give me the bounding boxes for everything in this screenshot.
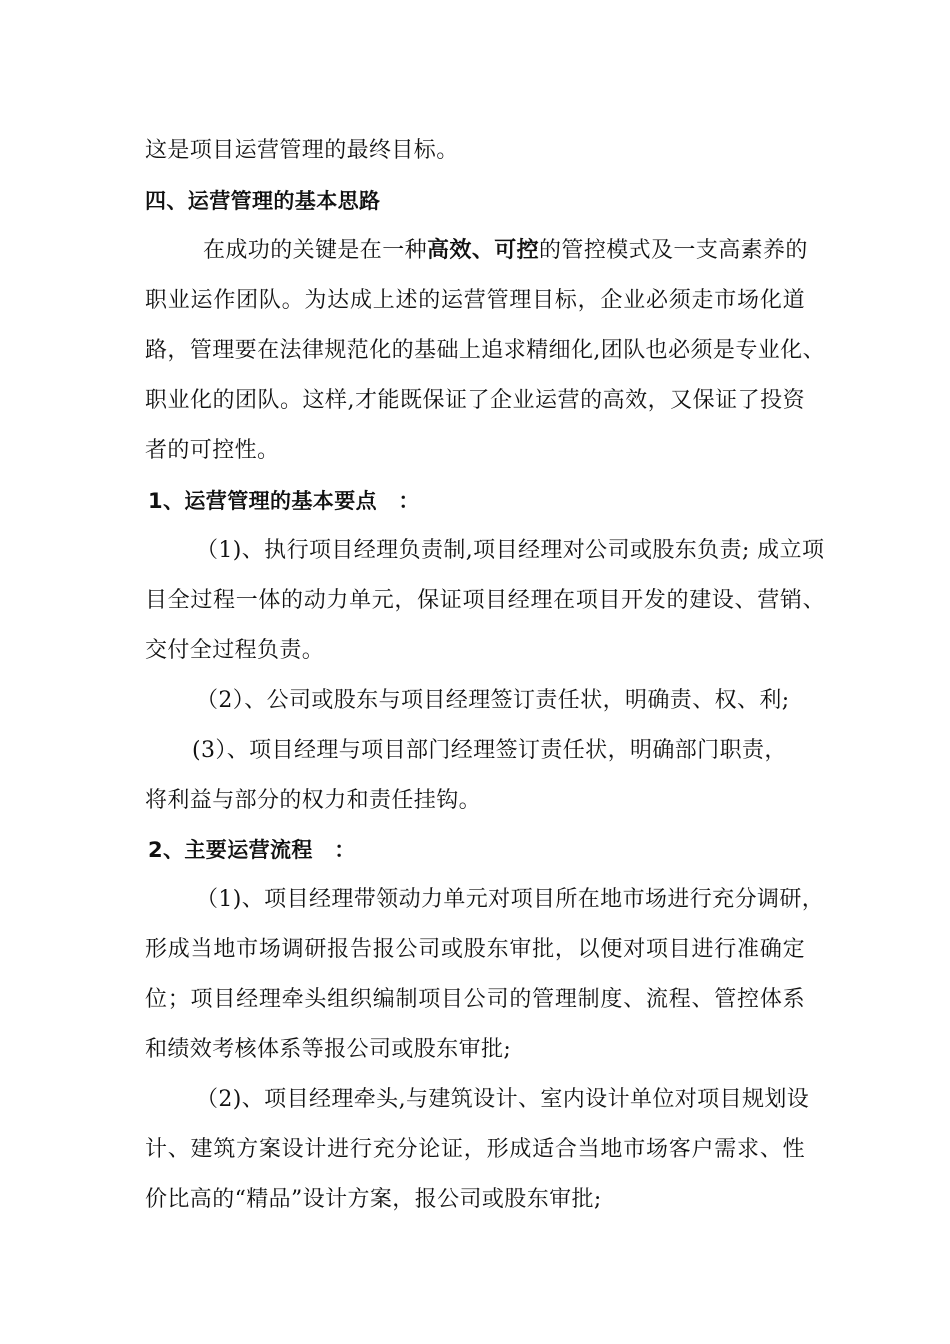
list-item-line: （2）、公司或股东与项目经理签订责任状，明确责、权、利; bbox=[196, 688, 790, 713]
section-heading: 四、运营管理的基本思路 bbox=[145, 189, 381, 213]
paragraph-line bbox=[203, 237, 808, 265]
list-item-line: （1)、执行项目经理负责制,项目经理对公司或股东负责; 成立项 bbox=[196, 538, 825, 563]
paragraph-line: 职业化的团队。这样,才能既保证了企业运营的高效，又保证了投资 bbox=[145, 388, 805, 413]
paragraph-line: 路，管理要在法律规范化的基础上追求精细化,团队也必须是专业化、 bbox=[145, 338, 825, 363]
list-item-line: （2)、项目经理牵头,与建筑设计、室内设计单位对项目规划设 bbox=[196, 1087, 810, 1112]
paragraph-line: 职业运作团队。为达成上述的运营管理目标，企业必须走市场化道 bbox=[145, 288, 805, 313]
list-item-line: 计、建筑方案设计进行充分论证，形成适合当地市场客户需求、性 bbox=[145, 1137, 805, 1162]
list-item-line: 交付全过程负责。 bbox=[145, 638, 325, 663]
paragraph-text: 的管控模式及一支高素养的 bbox=[539, 238, 808, 263]
list-item-line: （1)、项目经理带领动力单元对项目所在地市场进行充分调研， bbox=[196, 887, 825, 912]
list-item-line: 将利益与部分的权力和责任挂钩。 bbox=[145, 788, 482, 813]
list-item-line: 目全过程一体的动力单元，保证项目经理在项目开发的建设、营销、 bbox=[145, 588, 825, 613]
list-item-line: 和绩效考核体系等报公司或股东审批; bbox=[145, 1037, 512, 1062]
paragraph-line: 者的可控性。 bbox=[145, 438, 280, 463]
subsection-heading: 2、主要运营流程 ： bbox=[148, 838, 356, 862]
list-item-line: 形成当地市场调研报告报公司或股东审批，以便对项目进行准确定 bbox=[145, 937, 805, 962]
list-item-line: 位；项目经理牵头组织编制项目公司的管理制度、流程、管控体系 bbox=[145, 987, 805, 1012]
subsection-heading: 1、运营管理的基本要点 ： bbox=[148, 489, 420, 513]
list-item-line: 价比高的“精品”设计方案，报公司或股东审批; bbox=[145, 1187, 602, 1212]
paragraph-text: 在成功的关键是在一种 bbox=[203, 238, 428, 263]
bold-text: 高效、可控 bbox=[427, 238, 540, 263]
list-item-line: (3）、项目经理与项目部门经理签订责任状，明确部门职责， bbox=[192, 738, 787, 763]
paragraph-line: 这是项目运营管理的最终目标。 bbox=[145, 138, 459, 163]
